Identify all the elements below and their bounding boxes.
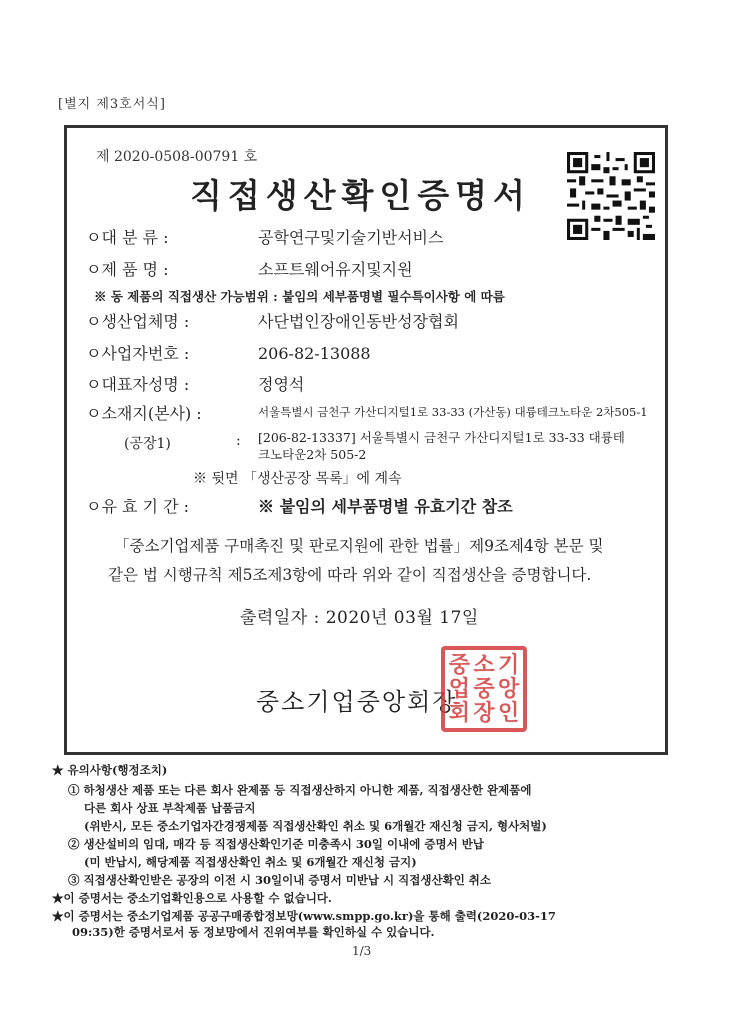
notes-header: ★ 유의사항(행정조치) xyxy=(52,763,168,777)
seal-char: 중 xyxy=(448,652,470,678)
document-title: 직접생산확인증명서 xyxy=(190,176,531,215)
page-number: 1/3 xyxy=(352,944,372,958)
company-label: ㅇ생산업체명 : xyxy=(86,312,190,331)
product-row xyxy=(86,257,413,280)
factory-address-line2: 크노타운2차 505-2 xyxy=(258,447,367,462)
validity-value: ※ 붙임의 세부품명별 유효기간 참조 xyxy=(258,497,513,516)
factory-address-line1: [206-82-13337] 서울특별시 금천구 가산디지털1로 33-33 대륭테 xyxy=(258,430,625,445)
category-value: 공학연구및기술기반서비스 xyxy=(258,228,444,247)
scope-note: ※ 동 제품의 직접생산 가능범위 : 붙임의 세부품명별 필수특이사항 에 따름 xyxy=(94,289,505,304)
statement-line2: 같은 법 시행규칙 제5조제3항에 따라 위와 같이 직접생산을 증명합니다. xyxy=(108,566,592,584)
notice-1: ★이 증명서는 중소기업확인용으로 사용할 수 없습니다. xyxy=(52,891,332,905)
seal-char: 소 xyxy=(473,652,495,678)
ceo-label: ㅇ대표자성명 : xyxy=(86,375,190,394)
seal-char: 기 xyxy=(498,652,520,678)
address-row xyxy=(86,401,258,424)
form-number: [별지 제3호서식] xyxy=(58,97,166,112)
seal-char: 장 xyxy=(473,700,495,726)
note-1b: 다른 회사 상표 부착제품 납품금지 xyxy=(84,801,256,815)
note-1c: (위반시, 모든 중소기업자간경쟁제품 직접생산확인 취소 및 6개월간 재신청 금지, 형사처벌) xyxy=(84,819,547,833)
category-label: ㅇ대 분 류 : xyxy=(86,228,169,247)
seal-char: 중 xyxy=(473,676,495,702)
address-label: ㅇ소재지(본사) : xyxy=(86,404,202,423)
seal-char: 인 xyxy=(498,700,520,726)
issue-date: 출력일자 : 2020년 03월 17일 xyxy=(240,608,479,628)
ceo-value: 정영석 xyxy=(258,375,305,394)
qr-code-icon xyxy=(567,152,655,240)
product-value: 소프트웨어유지및지원 xyxy=(258,260,413,279)
official-seal-icon xyxy=(441,646,527,732)
bizno-value: 206-82-13088 xyxy=(258,344,371,363)
certificate-number: 제 2020-0508-00791 호 xyxy=(96,149,258,165)
note-1a: ① 하청생산 제품 또는 다른 회사 완제품 등 직접생산하지 아니한 제품, 직접생산한 완제품에 xyxy=(68,783,532,797)
company-row xyxy=(86,309,459,332)
notice-2b: 09:35)한 증명서로서 동 정보망에서 진위여부를 확인하실 수 있습니다. xyxy=(72,925,435,939)
seal-char: 업 xyxy=(448,676,470,702)
factory-continued-note: ※ 뒷면 「생산공장 목록」에 계속 xyxy=(193,471,402,487)
category-row xyxy=(86,225,443,248)
note-2a: ② 생산설비의 임대, 매각 등 직접생산확인기준 미충족시 30일 이내에 증명서 반납 xyxy=(68,837,484,851)
notice-2a: ★이 증명서는 중소기업제품 공공구매종합정보망(www.smpp.go.kr)을 통해 출력(2020-03-17 xyxy=(52,909,556,923)
company-value: 사단법인장애인동반성장협회 xyxy=(258,312,459,331)
statement-line1: 「중소기업제품 구매촉진 및 판로지원에 관한 법률」제9조제4항 본문 및 xyxy=(114,537,604,555)
note-3: ③ 직접생산확인받은 공장의 이전 시 30일이내 증명서 미반납 시 직접생산확인 취소 xyxy=(68,873,492,887)
validity-label: ㅇ유 효 기 간 : xyxy=(86,497,190,516)
factory-colon: : xyxy=(236,433,241,449)
product-label: ㅇ제 품 명 : xyxy=(86,260,169,279)
issuer-name: 중소기업중앙회장 xyxy=(256,688,458,716)
seal-char: 회 xyxy=(448,700,470,726)
bizno-label: ㅇ사업자번호 : xyxy=(86,344,190,363)
ceo-row xyxy=(86,372,304,395)
validity-row xyxy=(86,494,513,517)
address-value: 서울특별시 금천구 가산디지털1로 33-33 (가산동) 대륭테크노타운 2차505-1 xyxy=(258,405,648,419)
factory-label: (공장1) xyxy=(124,436,171,452)
seal-char: 앙 xyxy=(498,676,520,702)
note-2b: (미 반납시, 해당제품 직접생산확인 취소 및 6개월간 재신청 금지) xyxy=(84,855,417,869)
bizno-row xyxy=(86,341,371,364)
